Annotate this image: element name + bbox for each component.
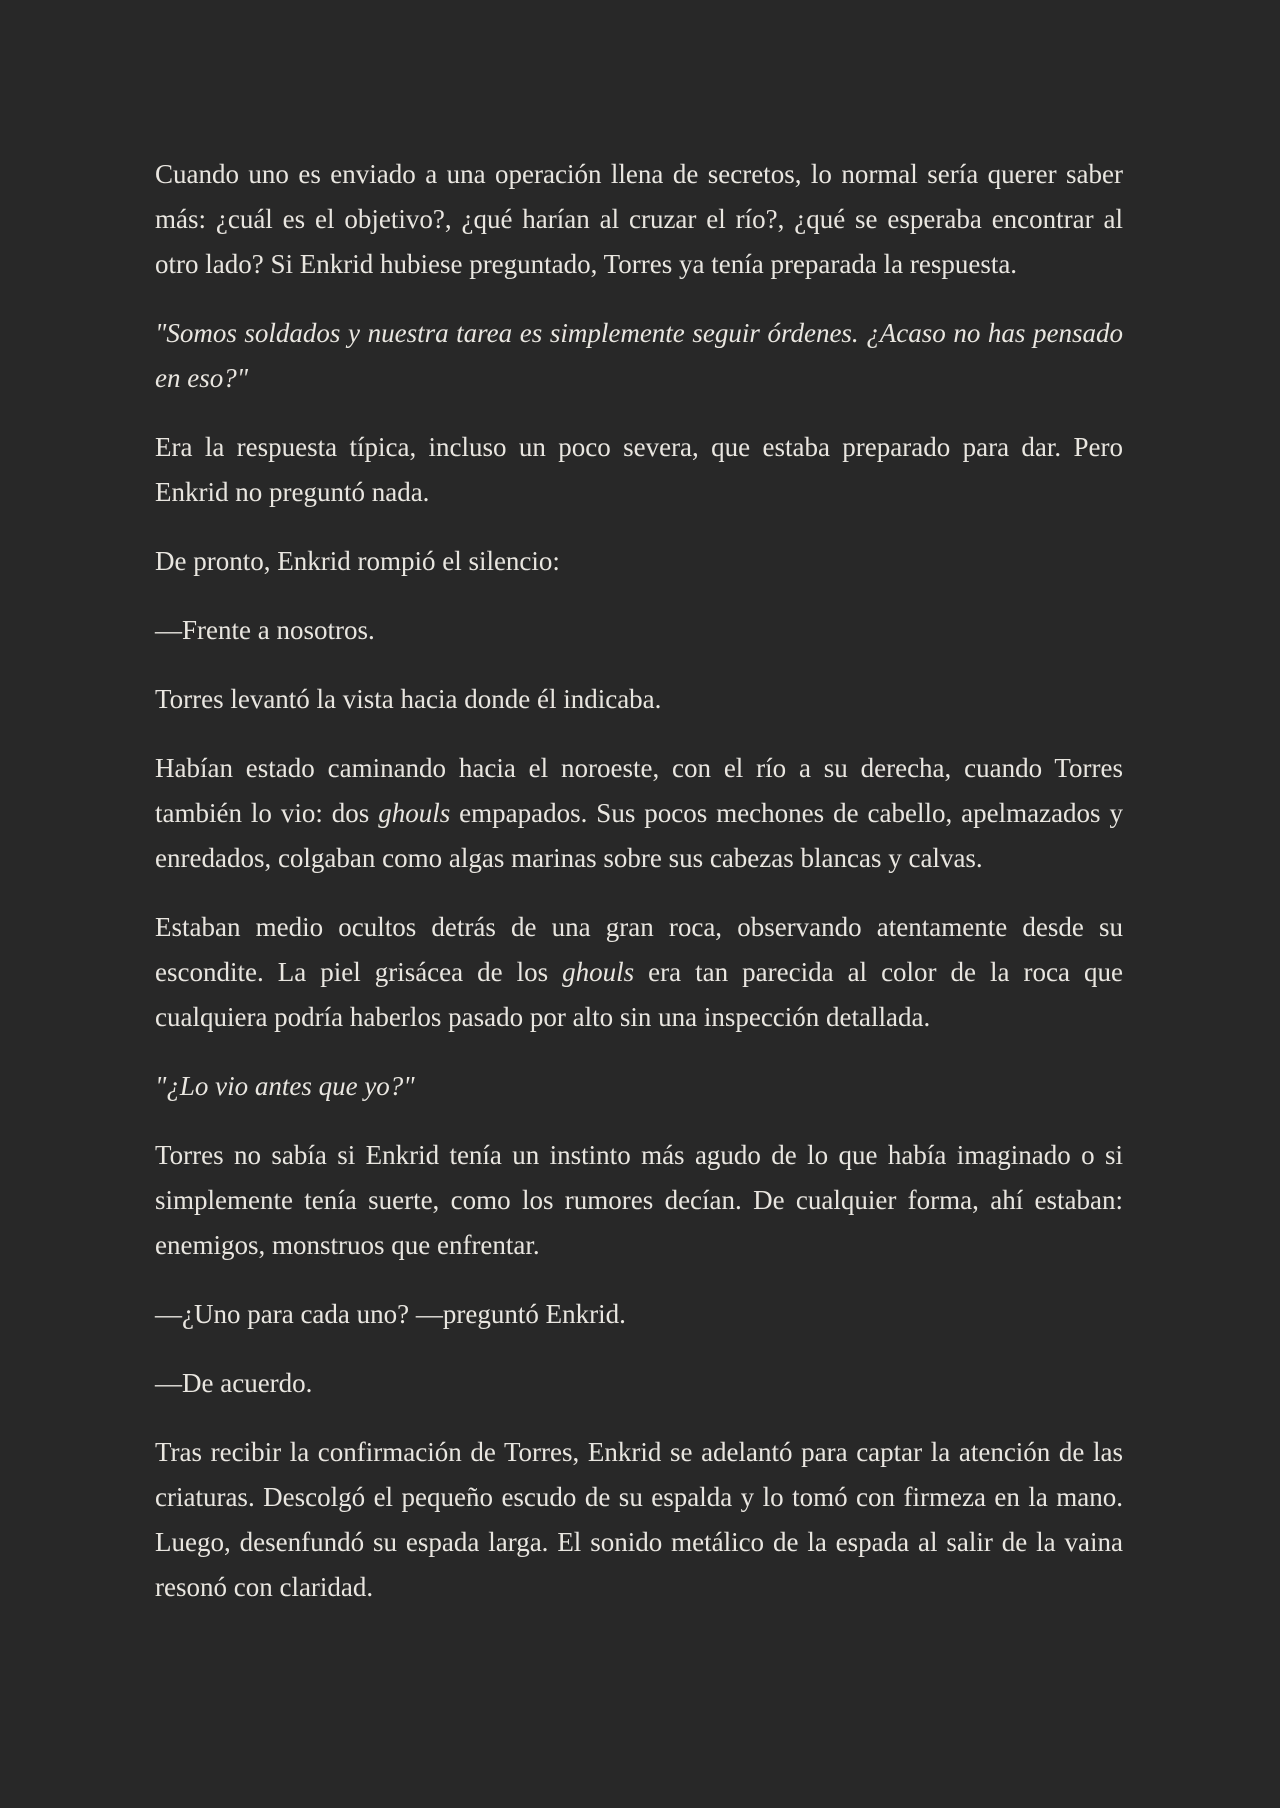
paragraph <box>155 746 1123 881</box>
paragraph-thought <box>155 1064 1123 1109</box>
paragraph-text: "Somos soldados y nuestra tarea es simplemente seguir órdenes. ¿Acaso no has pensado en eso?" <box>155 318 1123 393</box>
paragraph-text: De pronto, Enkrid rompió el silencio: <box>155 546 560 576</box>
paragraph <box>155 1430 1123 1610</box>
paragraph-text: Tras recibir la confirmación de Torres, Enkrid se adelantó para captar la atención de las criaturas. Descolgó el pequeño escudo de su espalda y lo tomó con firmeza en la mano. Luego, desenfundó su espada larga. El sonido metálico de la espada al salir de la vaina resonó con claridad. <box>155 1437 1123 1602</box>
paragraph <box>155 152 1123 287</box>
paragraph-thought <box>155 311 1123 401</box>
paragraph-text: Estaban medio ocultos detrás de una gran roca, observando atentamente desde su escondite. La piel grisácea de los <box>155 912 1123 987</box>
paragraph-text: Era la respuesta típica, incluso un poco severa, que estaba preparado para dar. Pero Enkrid no preguntó nada. <box>155 432 1123 507</box>
paragraph <box>155 905 1123 1040</box>
paragraph-text: —¿Uno para cada uno? —preguntó Enkrid. <box>155 1299 626 1329</box>
paragraph <box>155 1133 1123 1268</box>
paragraph-text: —Frente a nosotros. <box>155 615 375 645</box>
paragraph-text: era tan parecida al color de la roca que cualquiera podría haberlos pasado por alto sin una inspección detallada. <box>155 957 1123 1032</box>
paragraph-text: empapados. Sus pocos mechones de cabello, apelmazados y enredados, colgaban como algas marinas sobre sus cabezas blancas y calvas. <box>155 798 1123 873</box>
paragraph <box>155 677 1123 722</box>
paragraph-text: Habían estado caminando hacia el noroeste, con el río a su derecha, cuando Torres también lo vio: dos <box>155 753 1123 828</box>
paragraph-text: "¿Lo vio antes que yo?" <box>155 1071 415 1101</box>
paragraph-dialogue <box>155 608 1123 653</box>
paragraph-dialogue <box>155 1361 1123 1406</box>
paragraph-text: Cuando uno es enviado a una operación llena de secretos, lo normal sería querer saber más: ¿cuál es el objetivo?, ¿qué harían al cruzar el río?, ¿qué se esperaba encontrar al otro lado? Si Enkrid hubiese preguntado, Torres ya tenía preparada la respuesta. <box>155 159 1123 279</box>
paragraph-text-emphasis: ghouls <box>562 957 635 987</box>
paragraph-dialogue <box>155 1292 1123 1337</box>
paragraph-text: Torres no sabía si Enkrid tenía un instinto más agudo de lo que había imaginado o si simplemente tenía suerte, como los rumores decían. De cualquier forma, ahí estaban: enemigos, monstruos que enfrentar. <box>155 1140 1123 1260</box>
paragraph <box>155 425 1123 515</box>
paragraph-text-emphasis: ghouls <box>378 798 451 828</box>
reading-pane <box>155 152 1123 1634</box>
paragraph <box>155 539 1123 584</box>
paragraph-text: Torres levantó la vista hacia donde él indicaba. <box>155 684 662 714</box>
paragraph-text: —De acuerdo. <box>155 1368 313 1398</box>
